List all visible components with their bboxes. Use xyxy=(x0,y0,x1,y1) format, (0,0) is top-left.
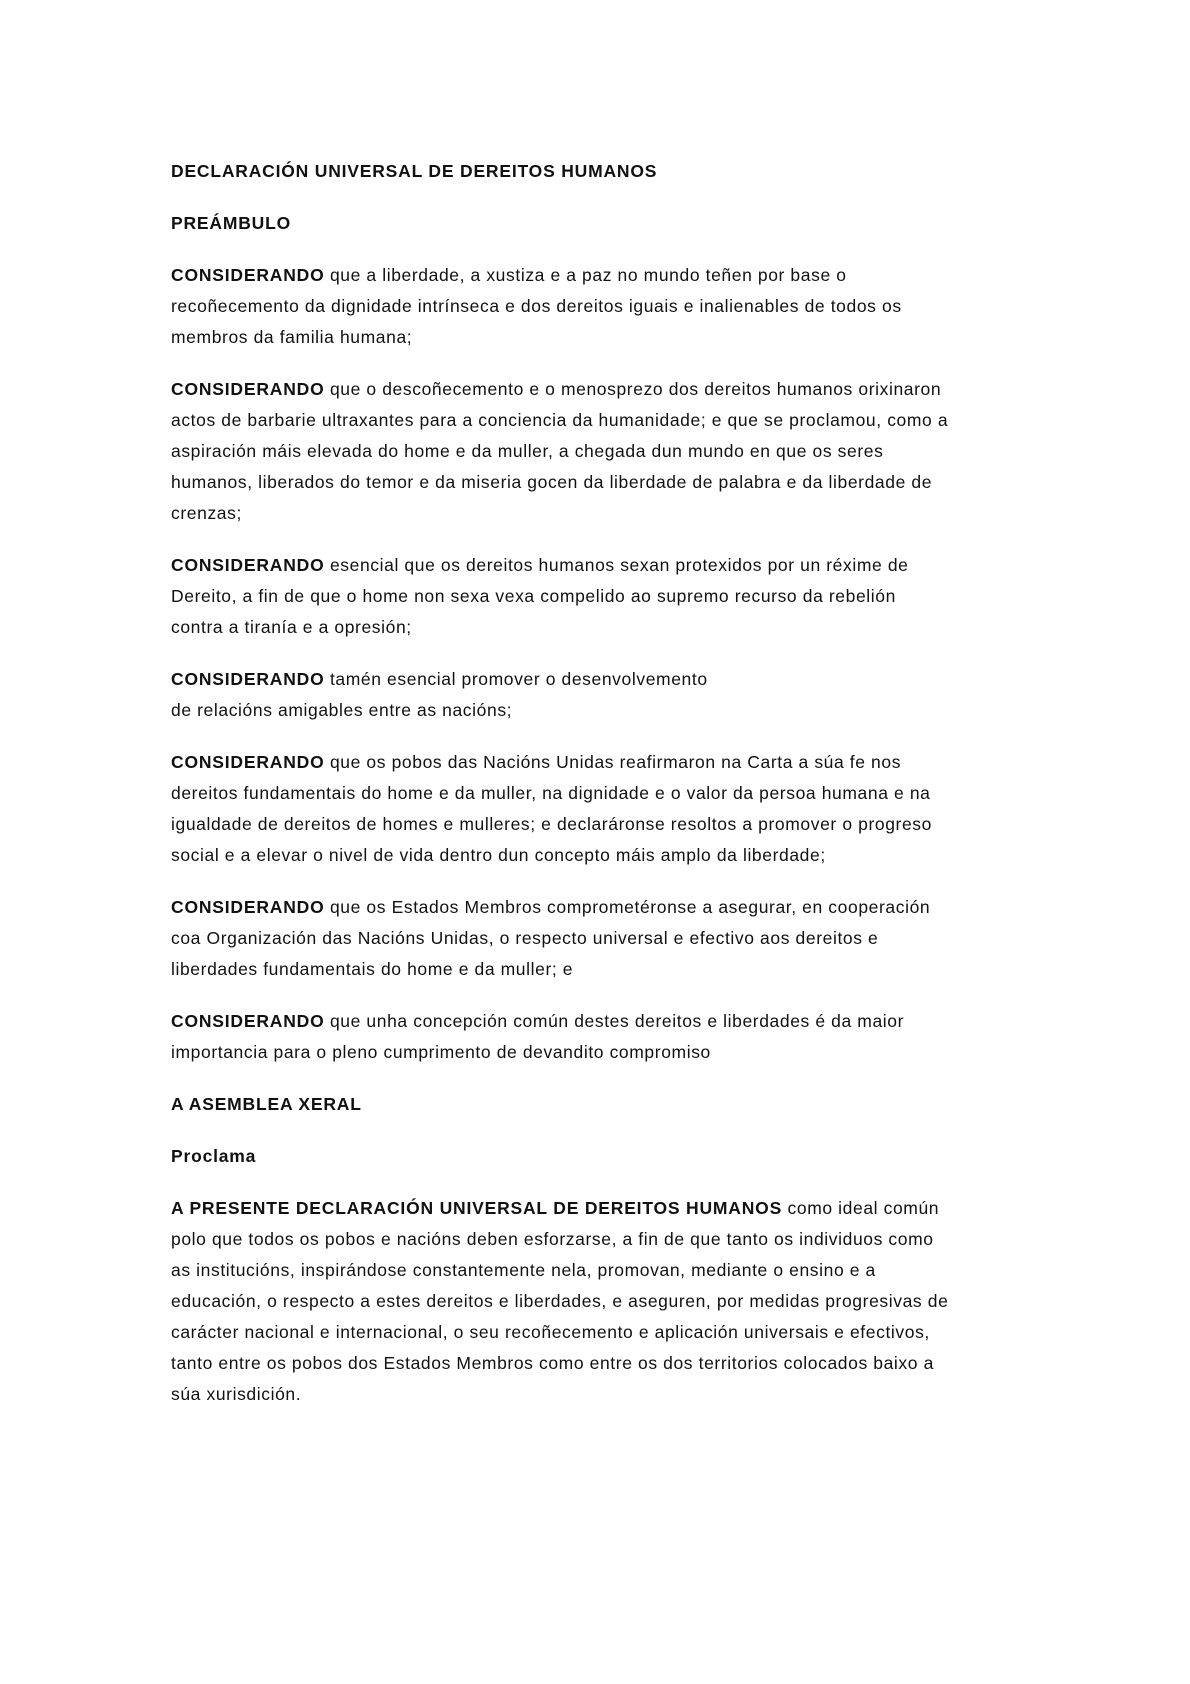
assembly-heading: A ASEMBLEA XERAL xyxy=(171,1094,362,1114)
considerando-3-line-1: CONSIDERANDO esencial que os dereitos humanos sexan protexidos por un réxime de xyxy=(171,555,909,575)
considerando-2-line-1: CONSIDERANDO que o descoñecemento e o menosprezo dos dereitos humanos orixinaron xyxy=(171,379,942,399)
considerando-6-line-1: CONSIDERANDO que os Estados Membros comprometéronse a asegurar, en cooperación xyxy=(171,897,931,917)
considerando-2-line-4: humanos, liberados do temor e da miseria gocen da liberdade de palabra e da liberdade de xyxy=(171,472,933,492)
considerando-2-line-2: actos de barbarie ultraxantes para a conciencia da humanidade; e que se proclamou, como a xyxy=(171,410,949,430)
considerando-5-line-3: igualdade de dereitos de homes e mulleres; e declaráronse resoltos a promover o progreso xyxy=(171,814,932,834)
considerando-7-line-2: importancia para o pleno cumprimento de devandito compromiso xyxy=(171,1042,711,1062)
proclamation-line-2: polo que todos os pobos e nacións deben esforzarse, a fin de que tanto os individuos como xyxy=(171,1229,934,1249)
proclamation-line-5: carácter nacional e internacional, o seu recoñecemento e aplicación universais e efectivos, xyxy=(171,1322,930,1342)
document-title: DECLARACIÓN UNIVERSAL DE DEREITOS HUMANOS xyxy=(171,161,658,181)
preamble-heading: PREÁMBULO xyxy=(171,213,291,233)
considerando-6-line-2: coa Organización das Nacións Unidas, o respecto universal e efectivo aos dereitos e xyxy=(171,928,879,948)
proclamation-line-7: súa xurisdición. xyxy=(171,1384,302,1404)
considerando-1-line-2: recoñecemento da dignidade intrínseca e dos dereitos iguais e inalienables de todos os xyxy=(171,296,902,316)
proclamation-line-3: as institucións, inspirándose constantemente nela, promovan, mediante o ensino e a xyxy=(171,1260,876,1280)
considerando-4-line-1: CONSIDERANDO tamén esencial promover o desenvolvemento xyxy=(171,669,708,689)
considerando-3-line-2: Dereito, a fin de que o home non sexa vexa compelido ao supremo recurso da rebelión xyxy=(171,586,896,606)
considerando-5-line-1: CONSIDERANDO que os pobos das Nacións Unidas reafirmaron na Carta a súa fe nos xyxy=(171,752,902,772)
considerando-1-line-3: membros da familia humana; xyxy=(171,327,413,347)
considerando-2-line-5: crenzas; xyxy=(171,503,242,523)
proclamation-line-4: educación, o respecto a estes dereitos e liberdades, e aseguren, por medidas progresivas de xyxy=(171,1291,949,1311)
considerando-3-line-3: contra a tiranía e a opresión; xyxy=(171,617,412,637)
considerando-6-line-3: liberdades fundamentais do home e da muller; e xyxy=(171,959,574,979)
considerando-2-line-3: aspiración máis elevada do home e da muller, a chegada dun mundo en que os seres xyxy=(171,441,884,461)
proclamation-line-1: A PRESENTE DECLARACIÓN UNIVERSAL DE DEREITOS HUMANOS como ideal común xyxy=(171,1198,940,1218)
considerando-5-line-4: social e a elevar o nivel de vida dentro dun concepto máis amplo da liberdade; xyxy=(171,845,826,865)
proclaims-heading: Proclama xyxy=(171,1146,257,1166)
considerando-7-line-1: CONSIDERANDO que unha concepción común destes dereitos e liberdades é da maior xyxy=(171,1011,905,1031)
considerando-5-line-2: dereitos fundamentais do home e da muller, na dignidade e o valor da persoa humana e na xyxy=(171,783,931,803)
considerando-1-line-1: CONSIDERANDO que a liberdade, a xustiza e a paz no mundo teñen por base o xyxy=(171,265,847,285)
proclamation-line-6: tanto entre os pobos dos Estados Membros como entre os dos territorios colocados baixo a xyxy=(171,1353,934,1373)
considerando-4-line-2: de relacións amigables entre as nacións; xyxy=(171,700,513,720)
